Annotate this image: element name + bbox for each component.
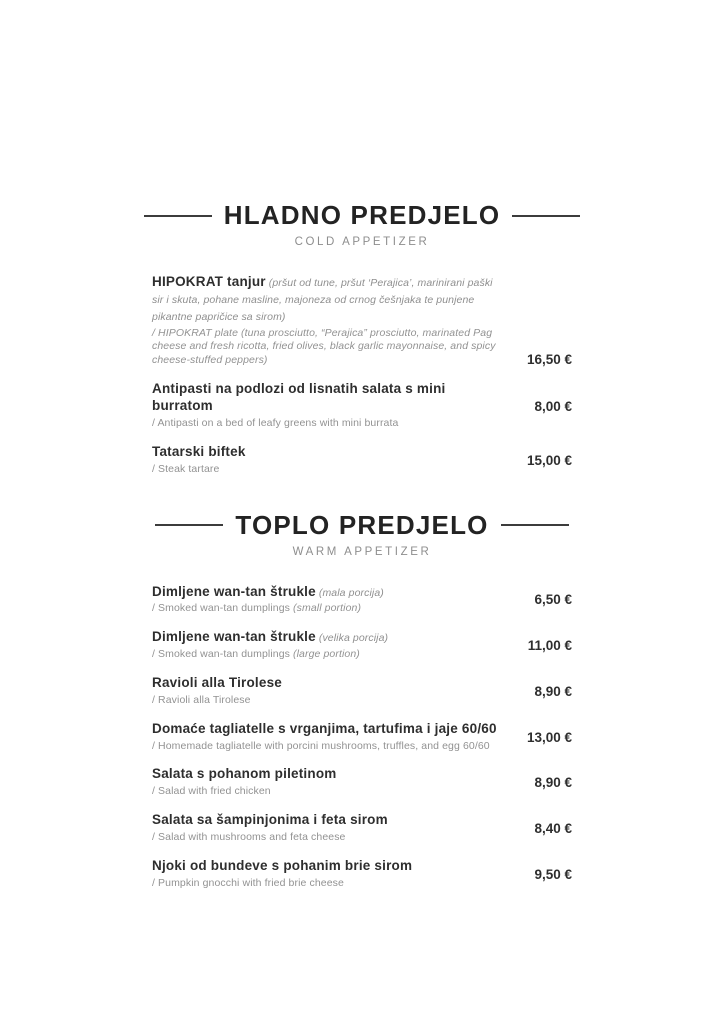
menu-item-note: (pršut od tune, pršut ‘Perajica’, marinirani paški sir i skuta, pohane masline, majoneza od crnog češnjaka te punjene pikantne papričice sa sirom) [152, 277, 493, 323]
header-rule-right [512, 215, 580, 217]
header-rule-right [501, 524, 569, 526]
menu-item-description [152, 327, 500, 369]
menu-item-price: 13,00 € [526, 729, 572, 745]
menu-item-text [152, 629, 500, 662]
menu-item-description [152, 602, 500, 616]
menu-item-name: Ravioli alla Tirolese [152, 675, 283, 691]
menu-item [152, 675, 572, 708]
menu-item-description-text: / HIPOKRAT plate (tuna prosciutto, “Perajica” prosciutto, marinated Pag cheese and fresh ricotta, fried olives, black garlic mayonnaise, and spicy cheese-stuffed peppers) [152, 326, 496, 367]
menu-item [152, 444, 572, 477]
menu-item-price: 9,50 € [534, 866, 572, 882]
menu-item-name: Njoki od bundeve s pohanim brie sirom [152, 857, 413, 873]
menu-item-text [152, 812, 500, 845]
menu-item-text [152, 721, 500, 754]
menu-item [152, 858, 572, 891]
section-subtitle: COLD APPETIZER [294, 236, 430, 248]
menu-item-name-line [152, 584, 500, 601]
menu-item-text [152, 766, 500, 799]
menu-item-price: 8,90 € [534, 683, 572, 699]
menu-item-name-line [152, 274, 500, 325]
header-rule-left [155, 524, 223, 526]
section-subtitle: WARM APPETIZER [292, 545, 432, 558]
menu-item-name: Antipasti na podlozi od lisnatih salata s mini burratom [152, 381, 446, 414]
menu-item-description-text: / Ravioli alla Tirolese [152, 693, 251, 706]
menu-item [152, 766, 572, 799]
menu-item-text [152, 444, 500, 477]
menu-item-price: 15,00 € [526, 452, 572, 468]
menu-item-description-text: / Steak tartare [152, 462, 220, 475]
menu-item-name: Salata sa šampinjonima i feta sirom [152, 812, 388, 828]
menu-item-name: Tatarski biftek [152, 443, 246, 459]
section-header [152, 200, 572, 248]
menu-item-description-note: (large portion) [293, 648, 360, 661]
section-header [152, 510, 572, 558]
menu-item-description-text: / Salad with mushrooms and feta cheese [152, 831, 346, 844]
menu-item-text [152, 858, 500, 891]
menu-item-name-line [152, 675, 500, 692]
items-list-warm [152, 584, 572, 891]
menu-item-description-text: / Smoked wan-tan dumplings [152, 648, 294, 661]
menu-item [152, 274, 572, 368]
menu-item-text [152, 381, 500, 431]
menu-item-price: 11,00 € [527, 638, 572, 654]
menu-item-price: 16,50 € [526, 352, 572, 368]
menu-item-description [152, 877, 500, 891]
menu-item-price: 8,00 € [534, 398, 572, 414]
menu-item-text [152, 274, 500, 368]
items-list-cold [152, 274, 572, 477]
header-rule-left [144, 215, 212, 217]
menu-item-name-line [152, 381, 500, 415]
menu-item-description-text: / Smoked wan-tan dumplings [152, 602, 294, 615]
section-warm-appetizer [152, 510, 572, 891]
menu-item-name-line [152, 444, 500, 461]
menu-item-description-text: / Homemade tagliatelle with porcini mushrooms, truffles, and egg 60/60 [152, 739, 490, 752]
menu-item-name-line [152, 721, 500, 738]
menu-item-name: Dimljene wan-tan štrukle [152, 629, 316, 645]
section-title: HLADNO PREDJELO [223, 200, 501, 230]
menu-item-name-line [152, 766, 500, 783]
menu-item-description [152, 463, 500, 477]
menu-item-description-text: / Salad with fried chicken [152, 785, 271, 798]
menu-item [152, 812, 572, 845]
menu-content [152, 200, 572, 891]
menu-item [152, 721, 572, 754]
section-cold-appetizer [152, 200, 572, 477]
menu-item [152, 381, 572, 431]
menu-item-text [152, 584, 500, 617]
menu-item-description [152, 785, 500, 799]
menu-item-name-line [152, 629, 500, 646]
menu-item-description [152, 831, 500, 845]
menu-item-price: 8,40 € [534, 821, 572, 837]
menu-item-description [152, 694, 500, 708]
menu-item-description-note: (small portion) [293, 602, 362, 615]
section-title: TOPLO PREDJELO [235, 509, 489, 540]
menu-item-note: (velika porcija) [315, 632, 389, 645]
menu-item [152, 584, 572, 617]
menu-item-description-text: / Antipasti on a bed of leafy greens with mini burrata [152, 416, 399, 429]
menu-item-note: (mala porcija) [315, 586, 384, 599]
menu-item-name: Salata s pohanom piletinom [152, 766, 337, 782]
menu-item-description-text: / Pumpkin gnocchi with fried brie cheese [152, 876, 344, 889]
menu-item-name: HIPOKRAT tanjur [152, 274, 266, 289]
menu-item-price: 6,50 € [534, 592, 572, 608]
menu-item [152, 629, 572, 662]
menu-item-name-line [152, 858, 500, 875]
menu-item-name: Domaće tagliatelle s vrganjima, tartufima i jaje 60/60 [152, 720, 497, 736]
menu-item-description [152, 648, 500, 662]
menu-item-name: Dimljene wan-tan štrukle [152, 583, 316, 599]
menu-item-name-line [152, 812, 500, 829]
menu-item-description [152, 417, 500, 431]
menu-item-description [152, 740, 500, 754]
menu-item-price: 8,90 € [534, 775, 572, 791]
menu-item-text [152, 675, 500, 708]
